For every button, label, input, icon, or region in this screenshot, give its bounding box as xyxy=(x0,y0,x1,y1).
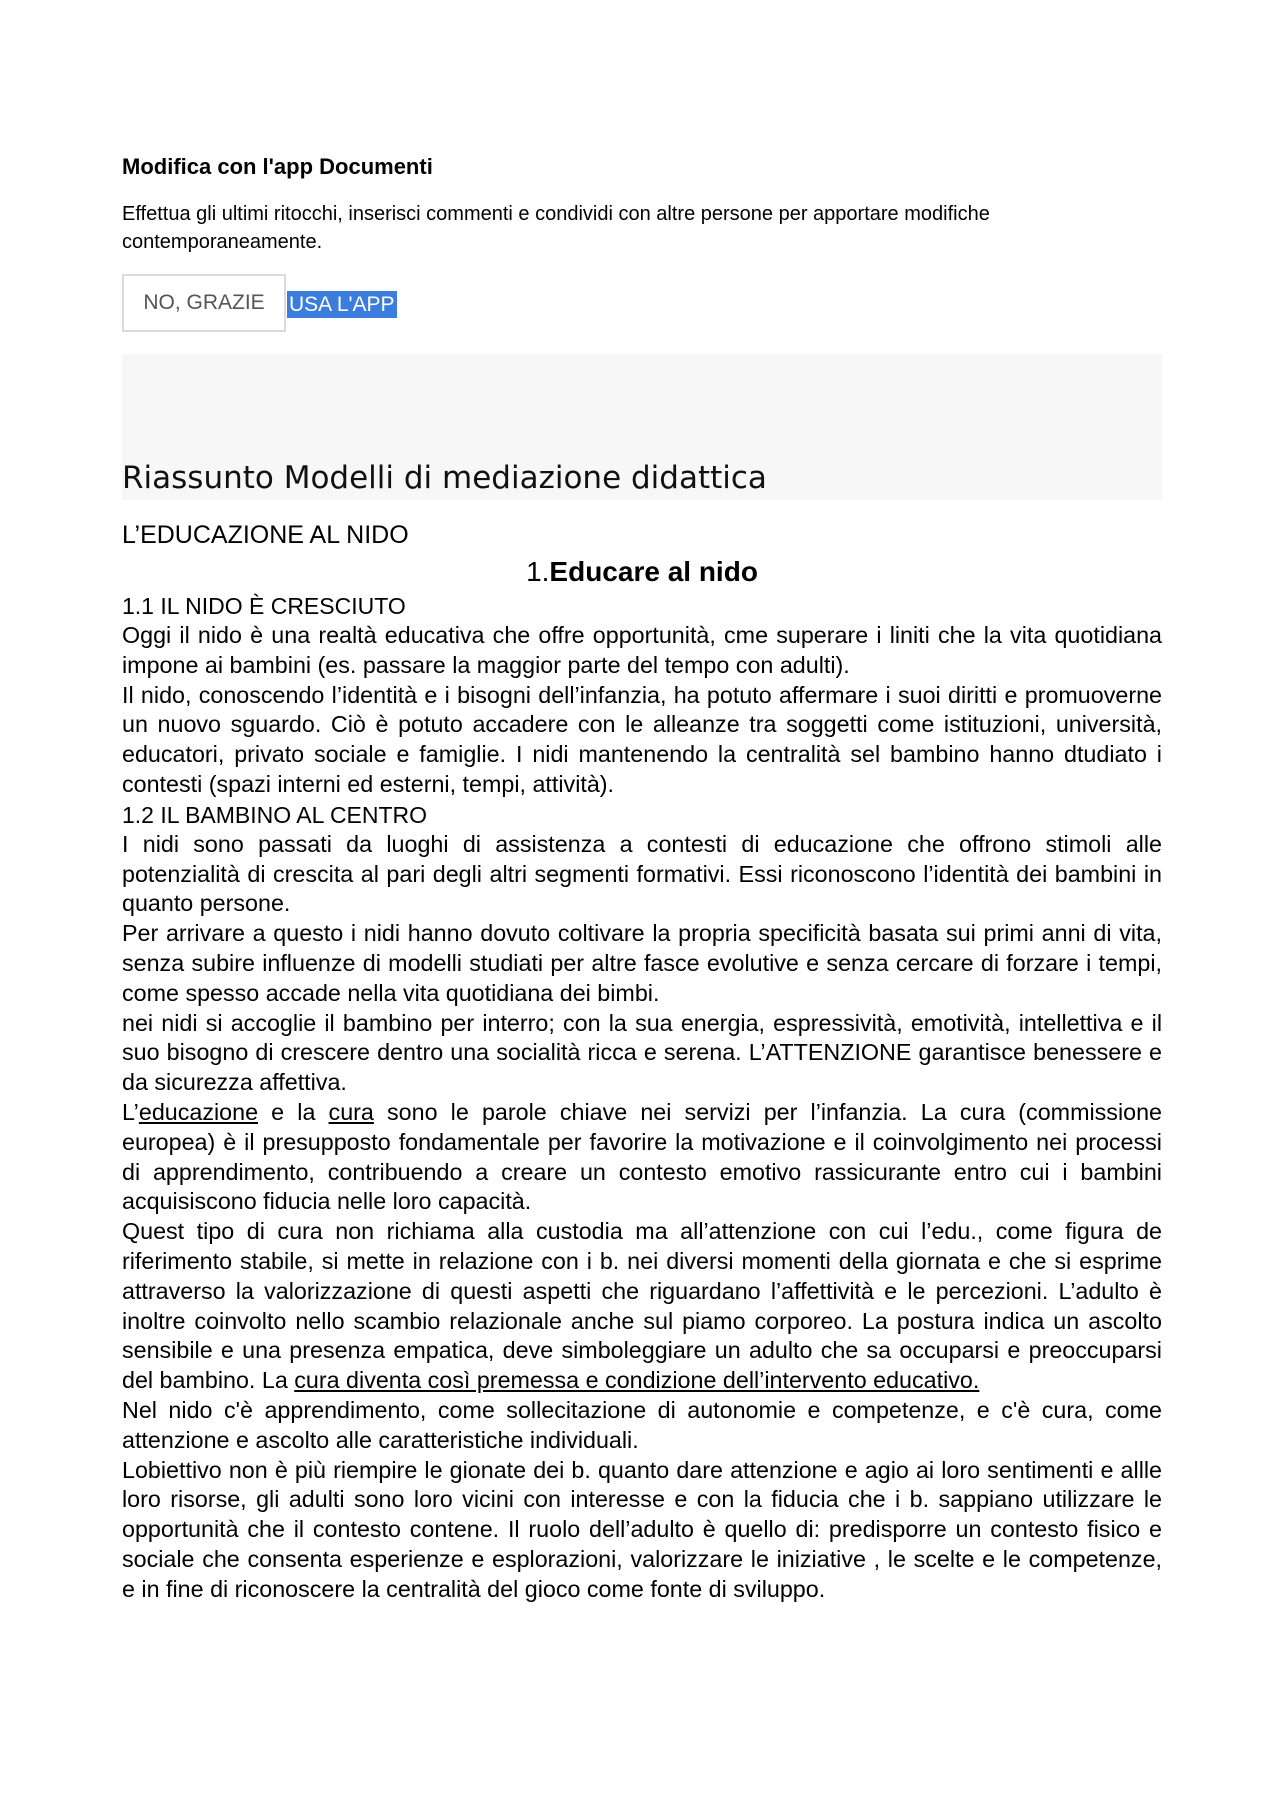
use-app-button[interactable]: USA L'APP xyxy=(289,293,395,316)
promo-description: Effettua gli ultimi ritocchi, inserisci commenti e condividi con altre persone per apportare modifiche contemporaneamente. xyxy=(122,203,990,253)
paragraph: Per arrivare a questo i nidi hanno dovuto coltivare la propria specificità basata sui primi anni di vita, senza subire influenze di modelli studiati per altre fasce evolutive e senza cercare di forzare i tempi, come spesso accade nella vita quotidiana dei bimbi. xyxy=(122,920,1162,1006)
promo-title: Modifica con l'app Documenti xyxy=(122,154,433,179)
heading-text: Educare al nido xyxy=(549,556,758,587)
paragraph: Nel nido c'è apprendimento, come sollecitazione di autonomie e competenze, e c'è cura, come attenzione e ascolto alle caratteristiche individuali. xyxy=(122,1396,1162,1453)
paragraph xyxy=(122,1217,1162,1396)
paragraph: Oggi il nido è una realtà educativa che offre opportunità, cme superare i liniti che la vita quotidiana impone ai bambini (es. passare la maggior parte del tempo con adulti). xyxy=(122,622,1162,678)
chapter-heading: L’EDUCAZIONE AL NIDO xyxy=(122,521,409,549)
subsection-1-2: 1.2 IL BAMBINO AL CENTRO xyxy=(122,801,428,828)
underlined-phrase: cura diventa così premessa e condizione dell’intervento educativo. xyxy=(294,1367,980,1394)
underlined-term-cura: cura xyxy=(328,1098,374,1125)
heading-number: 1. xyxy=(526,556,550,587)
section-heading xyxy=(122,553,1162,591)
paragraph xyxy=(122,1098,1162,1217)
document-title: Riassunto Modelli di mediazione didattica xyxy=(122,460,767,496)
paragraph: Lobiettivo non è più riempire le gionate dei b. quanto dare attenzione e agio ai loro sentimenti e allle loro risorse, gli adulti sono loro vicini con interesse e con la fiducia che i b. sappiano utilizzare le opportunità che il contesto contene. Il ruolo dell’adulto è quello di: predisporre un contesto fisico e sociale che consenta esperienze e esplorazioni, valorizzare le iniziative , le scelte e le competenze, e in fine di riconoscere la centralità del gioco come fonte di sviluppo. xyxy=(122,1456,1162,1602)
subsection-1-1: 1.1 IL NIDO È CRESCIUTO xyxy=(122,593,406,619)
text-run: Quest tipo di cura non richiama alla custodia ma all’attenzione con cui l’edu., come figura de riferimento stabile, si mette in relazione con i b. nei diversi momenti della giornata e che si esprime attraverso la valorizzazione di questi aspetti che riguardano l’affettività e le percezioni. L’adulto è inoltre coinvolto nello scambio relazionale anche sul piamo corporeo. La postura indica un ascolto sensibile e una presenza empatica, deve simboleggiare un adulto che sa occuparsi e preoccuparsi del bambino. La xyxy=(122,1218,1162,1394)
paragraph: nei nidi si accoglie il bambino per interro; con la sua energia, espressività, emotività, intellettiva e il suo bisogno di crescere dentro una socialità ricca e serena. L’ATTENZIONE garantisce benessere e da sicurezza affettiva. xyxy=(122,1009,1162,1096)
document-body xyxy=(122,517,1162,1605)
no-thanks-button[interactable]: NO, GRAZIE xyxy=(122,274,286,332)
text-run: L’ xyxy=(122,1098,139,1125)
text-run: sono le parole chiave nei servizi per l’infanzia. La cura (commissione europea) è il presupposto fondamentale per favorire la motivazione e il coinvolgimento nei processi di apprendimento, contribuendo a creare un contesto emotivo rassicurante entro cui i bambini acquisiscono fiducia nelle loro capacità. xyxy=(122,1098,1162,1215)
paragraph: Il nido, conoscendo l’identità e i bisogni dell’infanzia, ha potuto affermare i suoi diritti e promuoverne un nuovo sguardo. Ciò è potuto accadere con le alleanze tra soggetti come istituzioni, università, educatori, privato sociale e famiglie. I nidi mantenendo la centralità sel bambino hanno dtudiato i contesti (spazi interni ed esterni, tempi, attività). xyxy=(122,681,1162,797)
text-run: e la xyxy=(258,1098,329,1125)
paragraph: I nidi sono passati da luoghi di assistenza a contesti di educazione che offrono stimoli alle potenzialità di crescita al pari degli altri segmenti formativi. Essi riconoscono l’identità dei bambini in quanto persone. xyxy=(122,830,1162,917)
underlined-term-educazione: educazione xyxy=(138,1098,259,1125)
